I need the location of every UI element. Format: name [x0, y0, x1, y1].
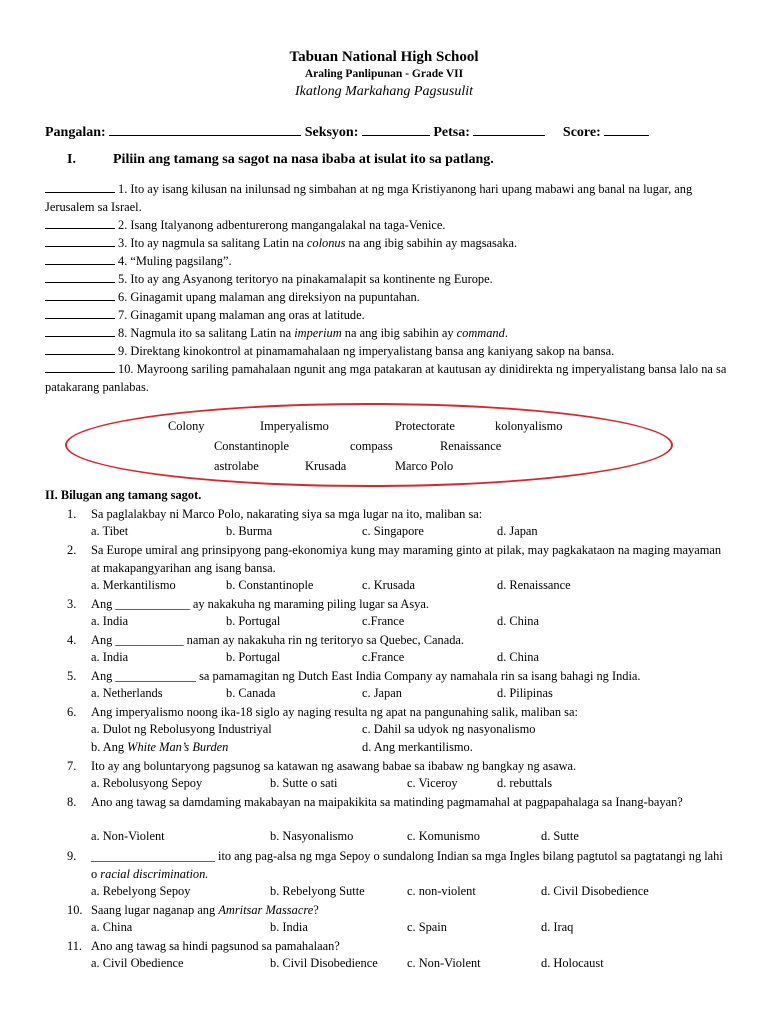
question-6: 6. Ang imperyalismo noong ika-18 siglo ay naging resulta ng apat na pangunahing salik, maliban sa: — [67, 705, 578, 719]
option-d[interactable]: d. Japan — [497, 524, 538, 538]
option-a[interactable]: a. Rebolusyong Sepoy — [91, 776, 203, 790]
option-a[interactable]: a. China — [91, 920, 133, 934]
name-label: Pangalan: — [45, 125, 106, 140]
part1-instruction: Piliin ang tamang sa sagot na nasa ibaba at isulat ito sa patlang. — [113, 152, 494, 167]
option-a[interactable]: a. Rebelyong Sepoy — [91, 884, 191, 898]
choice-colony: Colony — [168, 419, 205, 433]
section-blank[interactable] — [362, 123, 430, 136]
option-b[interactable]: b. Civil Disobedience — [270, 956, 378, 970]
subject-title: Araling Panlipunan - Grade VII — [304, 68, 464, 80]
question-2: 2. Sa Europe umiral ang prinsipyong pang-ekonomiya kung may maraming ginto at pilak, may pagkakataon na maging mayaman at makapangyarihan ang isang bansa. — [67, 543, 722, 575]
list-item: 9. Direktang kinokontrol at pinamamahalaan ng imperyalistang bansa ang kaniyang sakop na bansa. — [45, 342, 735, 360]
score-label: Score: — [562, 125, 601, 140]
option-b[interactable]: b. Canada — [226, 686, 276, 700]
option-a[interactable]: a. Merkantilismo — [91, 578, 176, 592]
question-3: 3. Ang ____________ ay nakakuha ng maraming piling lugar sa Asya. — [67, 597, 429, 611]
option-c[interactable]: c. Singapore — [362, 524, 424, 538]
date-label: Petsa: — [433, 125, 470, 140]
option-d[interactable]: d. China — [497, 650, 539, 664]
option-a[interactable]: a. India — [91, 650, 129, 664]
option-c[interactable]: c. Spain — [407, 920, 447, 934]
list-item: 1. Ito ay isang kilusan na inilunsad ng simbahan at ng mga Kristiyanong hari upang mabawi ang banal na lugar, ang Jerusalem sa Israel. — [45, 182, 693, 214]
answer-blank[interactable] — [45, 362, 115, 373]
option-b[interactable]: b. India — [270, 920, 308, 934]
score-blank[interactable] — [604, 123, 649, 136]
question-7: 7. Ito ay ang boluntaryong pagsunog sa katawan ng asawang babae sa ibabaw ng bangkay ng asawa. — [67, 759, 577, 773]
choice-krusada: Krusada — [305, 459, 347, 473]
part2-heading: II. Bilugan ang tamang sagot. — [45, 488, 202, 502]
list-item: 3. Ito ay nagmula sa salitang Latin na colonus na ang ibig sabihin ay magsasaka. — [45, 234, 735, 252]
list-item: 4. “Muling pagsilang”. — [45, 252, 735, 270]
option-a[interactable]: a. Non-Violent — [91, 829, 165, 843]
option-c[interactable]: c.France — [362, 614, 405, 628]
student-info-line — [45, 123, 735, 141]
choice-renaissance: Renaissance — [440, 439, 502, 453]
option-c[interactable]: c. Krusada — [362, 578, 415, 592]
answer-blank[interactable] — [45, 182, 115, 193]
option-d[interactable]: d. Pilipinas — [497, 686, 553, 700]
option-b[interactable]: b. Sutte o sati — [270, 776, 338, 790]
option-a[interactable]: a. Dulot ng Rebolusyong Industriyal — [91, 722, 272, 736]
question-5: 5. Ang _____________ sa pamamagitan ng Dutch East India Company ay namahala rin sa isang bahagi ng India. — [67, 669, 641, 683]
part1-number: I. — [67, 152, 76, 167]
list-item: 6. Ginagamit upang malaman ang direksiyon na pupuntahan. — [45, 288, 735, 306]
option-a[interactable]: a. India — [91, 614, 129, 628]
option-c[interactable]: c. non-violent — [407, 884, 476, 898]
answer-blank[interactable] — [45, 254, 115, 265]
option-c[interactable]: c. Viceroy — [407, 776, 458, 790]
list-item: 10. Mayroong sariling pamahalaan ngunit ang mga patakaran at kautusan ay dinidirekta ng imperyalistang bansa lalo na sa patakarang panlabas. — [45, 362, 727, 394]
option-d[interactable]: d. Renaissance — [497, 578, 571, 592]
option-d[interactable]: d. Sutte — [541, 829, 579, 843]
option-b[interactable]: b. Portugal — [226, 650, 281, 664]
list-item: 5. Ito ay ang Asyanong teritoryo na pinakamalapit sa kontinente ng Europe. — [45, 270, 735, 288]
date-blank[interactable] — [473, 123, 545, 136]
part1-items — [45, 180, 735, 396]
school-name: Tabuan National High School — [289, 49, 479, 65]
answer-blank[interactable] — [45, 344, 115, 355]
exam-title: Ikatlong Markahang Pagsusulit — [294, 84, 474, 99]
answer-blank[interactable] — [45, 218, 115, 229]
answer-blank[interactable] — [45, 290, 115, 301]
answer-blank[interactable] — [45, 308, 115, 319]
choice-kolonyalismo: kolonyalismo — [495, 419, 563, 433]
answer-blank[interactable] — [45, 236, 115, 247]
option-d[interactable]: d. rebuttals — [497, 776, 553, 790]
option-c[interactable]: c. Non-Violent — [407, 956, 481, 970]
name-blank[interactable] — [109, 123, 301, 136]
part1-heading — [67, 152, 494, 168]
option-a[interactable]: a. Civil Obedience — [91, 956, 184, 970]
option-b[interactable]: b. Ang White Man’s Burden — [91, 740, 229, 754]
choice-marco-polo: Marco Polo — [395, 459, 454, 473]
document-header — [0, 47, 768, 101]
choice-compass: compass — [350, 439, 393, 453]
choice-imperyalismo: Imperyalismo — [260, 419, 329, 433]
answer-blank[interactable] — [45, 272, 115, 283]
question-9: 9. ____________________ ito ang pag-alsa ng mga Sepoy o sundalong Indian sa mga Ingles bilang pagtutol sa pagtatangi ng lahi o racial discrimination. — [67, 849, 723, 881]
option-c[interactable]: c. Dahil sa udyok ng nasyonalismo — [362, 722, 536, 736]
option-c[interactable]: c. Komunismo — [407, 829, 480, 843]
option-b[interactable]: b. Rebelyong Sutte — [270, 884, 365, 898]
option-d[interactable]: d. Holocaust — [541, 956, 604, 970]
question-1: 1. Sa paglalakbay ni Marco Polo, nakarating siya sa mga lugar na ito, maliban sa: — [67, 507, 483, 521]
option-c[interactable]: c. Japan — [362, 686, 402, 700]
answer-blank[interactable] — [45, 326, 115, 337]
list-item: 2. Isang Italyanong adbenturerong mangangalakal na taga-Venice. — [45, 216, 735, 234]
choice-constantinople: Constantinople — [214, 439, 290, 453]
question-4: 4. Ang ___________ naman ay nakakuha rin ng teritoryo sa Quebec, Canada. — [67, 633, 464, 647]
option-d[interactable]: d. China — [497, 614, 539, 628]
option-d[interactable]: d. Civil Disobedience — [541, 884, 649, 898]
option-c[interactable]: c.France — [362, 650, 405, 664]
question-10: 10. Saang lugar naganap ang Amritsar Massacre? — [67, 903, 319, 917]
list-item: 7. Ginagamit upang malaman ang oras at latitude. — [45, 306, 735, 324]
option-d[interactable]: d. Iraq — [541, 920, 574, 934]
list-item: 8. Nagmula ito sa salitang Latin na imperium na ang ibig sabihin ay command. — [45, 324, 735, 342]
option-b[interactable]: b. Constantinople — [226, 578, 314, 592]
choice-protectorate: Protectorate — [395, 419, 455, 433]
option-a[interactable]: a. Netherlands — [91, 686, 163, 700]
option-a[interactable]: a. Tibet — [91, 524, 129, 538]
option-d[interactable]: d. Ang merkantilismo. — [362, 740, 473, 754]
question-11: 11. Ano ang tawag sa hindi pagsunod sa pamahalaan? — [67, 939, 340, 953]
choice-astrolabe: astrolabe — [214, 459, 259, 473]
option-b[interactable]: b. Portugal — [226, 614, 281, 628]
section-label: Seksyon: — [304, 125, 359, 140]
option-b[interactable]: b. Nasyonalismo — [270, 829, 354, 843]
question-8: 8. Ano ang tawag sa damdaming makabayan na maipakikita sa matinding pagmamahal at pagpapahalaga sa Inang-bayan? — [67, 795, 683, 809]
option-b[interactable]: b. Burma — [226, 524, 273, 538]
